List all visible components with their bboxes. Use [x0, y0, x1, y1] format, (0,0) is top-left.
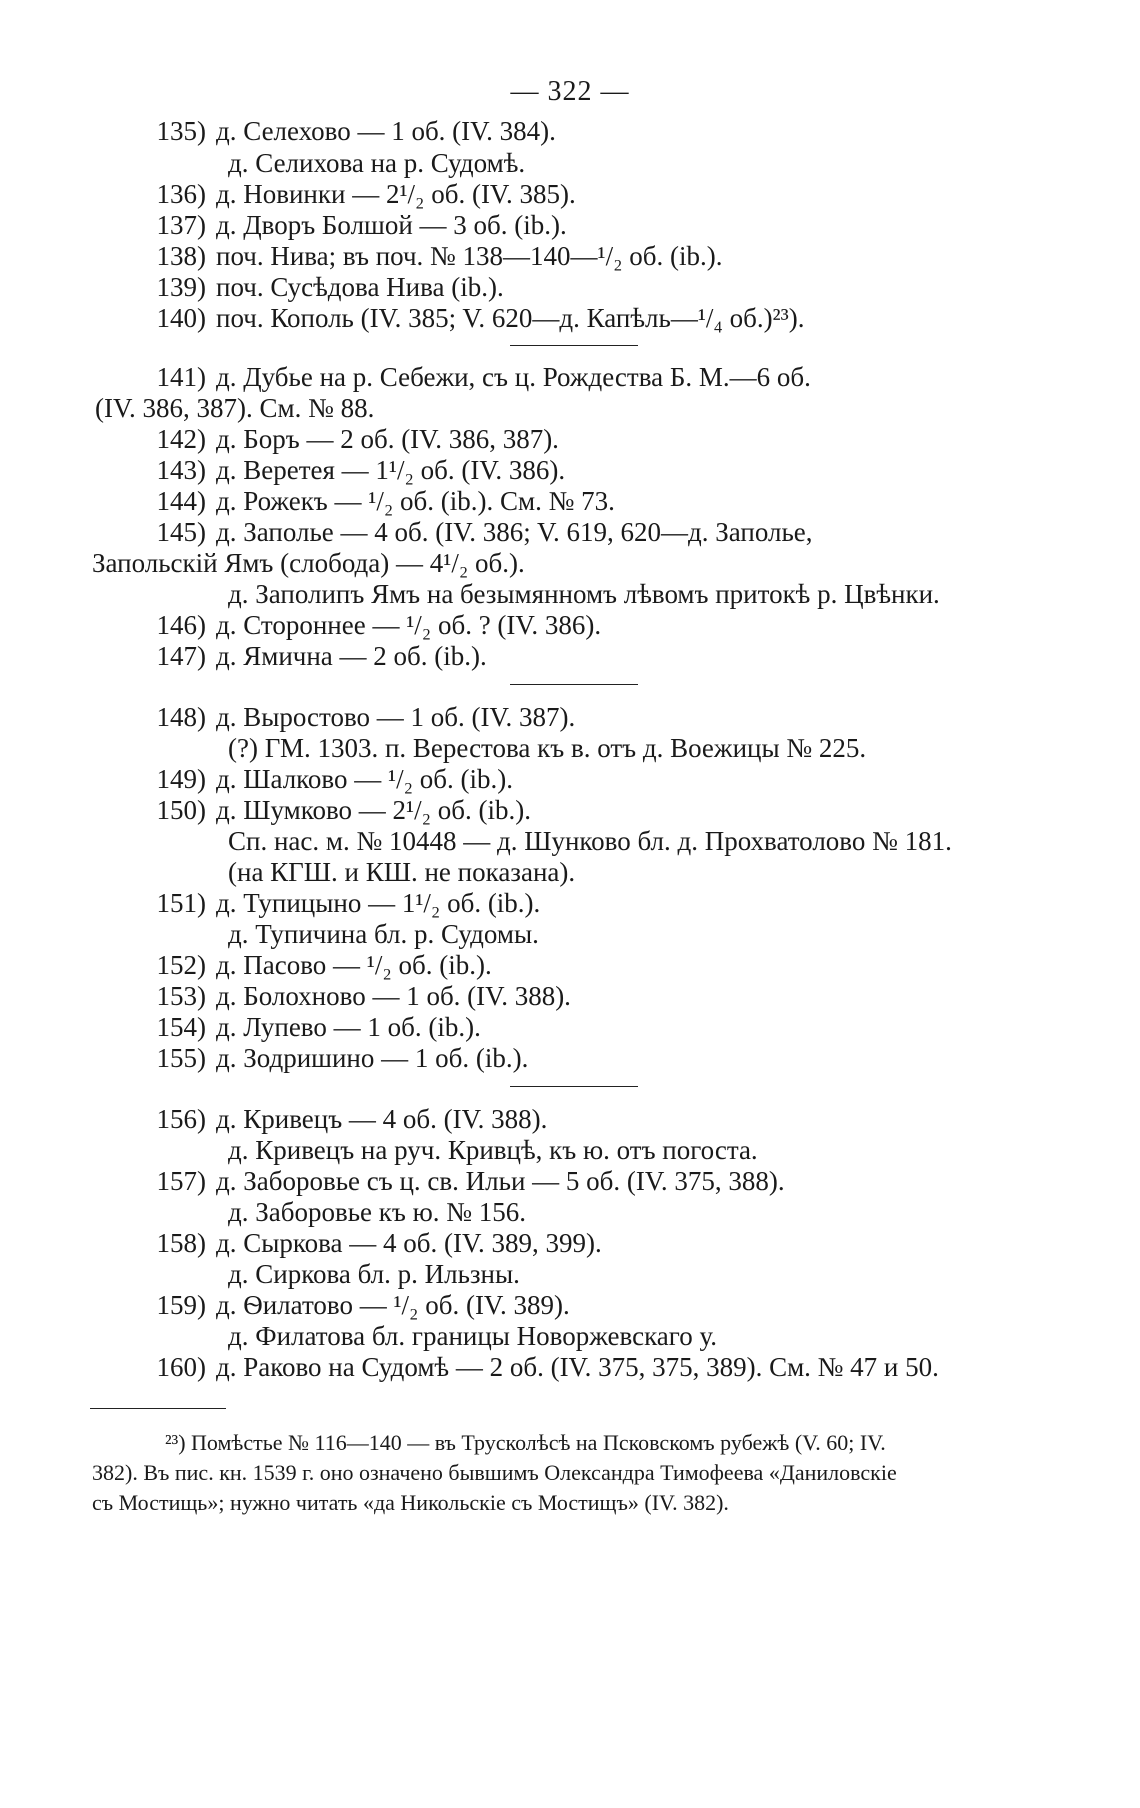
entry-text: д. Сиркова бл. р. Ильзны.: [228, 1259, 520, 1289]
entry-text: д. Шумково — 2¹/₂ об. (ib.).: [216, 795, 531, 825]
entry-text: д. Тупичина бл. р. Судомы.: [228, 919, 539, 949]
entry-text: д. Болохново — 1 об. (IV. 388).: [216, 981, 571, 1011]
entry-number: 139): [156, 272, 206, 302]
entry-number: 157): [156, 1166, 206, 1196]
entry-number: 160): [156, 1352, 206, 1382]
entry-text: поч. Сусѣдова Нива (ib.).: [216, 272, 504, 302]
entry-line: [138, 422, 559, 456]
entry-text: д. Ямична — 2 об. (ib.).: [216, 641, 487, 671]
entry-text: д. Заполипъ Ямъ на безымянномъ лѣвомъ притокѣ р. Цвѣнки.: [228, 579, 940, 609]
entry-line: [138, 270, 504, 304]
entry-text: д. Заполье — 4 об. (IV. 386; V. 619, 620—д. Заполье,: [216, 517, 813, 547]
entry-line: [138, 948, 492, 982]
entry-text: д. Кривецъ на руч. Кривцѣ, къ ю. отъ погоста.: [228, 1135, 758, 1165]
entry-line: [138, 114, 556, 148]
entry-text: Запольскій Ямъ (слобода) — 4¹/₂ об.).: [92, 548, 525, 578]
entry-number: 153): [156, 981, 206, 1011]
entry-number: 136): [156, 179, 206, 209]
entry-line: [138, 515, 813, 549]
entry-text: д. Тупицыно — 1¹/₂ об. (ib.).: [216, 888, 541, 918]
page-number: — 322 —: [510, 76, 630, 107]
entry-text: д. Стороннее — ¹/₂ об. ? (IV. 386).: [216, 610, 602, 640]
entry-number: 144): [156, 486, 206, 516]
entry-line: [138, 1102, 547, 1136]
entry-number: 154): [156, 1012, 206, 1042]
entry-line: [228, 855, 575, 889]
entry-line: [228, 1319, 717, 1353]
entry-text: д. Зодришино — 1 об. (ib.).: [216, 1043, 529, 1073]
entry-line: [228, 824, 952, 858]
entry-number: 148): [156, 702, 206, 732]
entry-line: [138, 1010, 481, 1044]
entry-text: д. Кривецъ — 4 об. (IV. 388).: [216, 1104, 548, 1134]
entry-text: (?) ГМ. 1303. п. Верестова къ в. отъ д. Воежицы № 225.: [228, 733, 867, 763]
entry-text: д. Новинки — 2¹/₂ об. (IV. 385).: [216, 179, 576, 209]
entry-text: д. Боръ — 2 об. (IV. 386, 387).: [216, 424, 559, 454]
entry-number: 152): [156, 950, 206, 980]
entry-line: [228, 1257, 520, 1291]
footnote-line: съ Мостищь»; нужно читать «да Никольскіе съ Мостищъ» (IV. 382).: [92, 1490, 729, 1515]
section-divider: [510, 684, 638, 685]
entry-number: 149): [156, 764, 206, 794]
entry-line: [95, 391, 374, 425]
entry-line: [138, 700, 575, 734]
entry-line: [228, 731, 866, 765]
entry-line: [138, 360, 811, 394]
entry-text: д. Сыркова — 4 об. (IV. 389, 399).: [216, 1228, 602, 1258]
entry-text: (IV. 386, 387). См. № 88.: [95, 393, 375, 423]
entry-line: [228, 146, 525, 180]
entry-text: д. Пасово — ¹/₂ об. (ib.).: [216, 950, 492, 980]
entry-line: [138, 208, 567, 242]
entry-text: д. Выростово — 1 об. (IV. 387).: [216, 702, 576, 732]
entry-line: [138, 453, 565, 487]
entry-line: [138, 1226, 602, 1260]
entry-number: 142): [156, 424, 206, 454]
entry-text: Сп. нас. м. № 10448 — д. Шунково бл. д. Прохватолово № 181.: [228, 826, 952, 856]
footnote-separator: [90, 1408, 226, 1409]
section-divider: [510, 345, 638, 346]
entry-text: д. Дубье на р. Себежи, съ ц. Рождества Б. М.—6 об.: [216, 362, 811, 392]
entry-text: поч. Кополь (IV. 385; V. 620—д. Капѣль—¹/₄ об.)²³).: [216, 303, 805, 333]
entry-text: поч. Нива; въ поч. № 138—140—¹/₂ об. (ib.).: [216, 241, 723, 271]
entry-number: 156): [156, 1104, 206, 1134]
section-divider: [510, 1086, 638, 1087]
entry-text: д. Селехово — 1 об. (IV. 384).: [216, 116, 556, 146]
entry-number: 147): [156, 641, 206, 671]
entry-text: д. Заборовье къ ю. № 156.: [228, 1197, 527, 1227]
entry-text: д. Ѳилатово — ¹/₂ об. (IV. 389).: [216, 1290, 570, 1320]
entry-line: [138, 239, 723, 273]
entry-number: 150): [156, 795, 206, 825]
footnote-line: ²³) Помѣстье № 116—140 — въ Трусколѣсѣ на Псковскомъ рубежѣ (V. 60; IV.: [165, 1430, 886, 1455]
entry-line: [138, 762, 513, 796]
entry-number: 151): [156, 888, 206, 918]
entry-number: 143): [156, 455, 206, 485]
entry-line: [228, 577, 940, 611]
entry-line: [138, 1288, 570, 1322]
entry-line: [92, 546, 525, 580]
entry-line: [228, 1195, 526, 1229]
entry-number: 145): [156, 517, 206, 547]
entry-text: д. Селихова на р. Судомѣ.: [228, 148, 526, 178]
entry-line: [138, 608, 601, 642]
entry-line: [138, 177, 576, 211]
entry-text: д. Шалково — ¹/₂ об. (ib.).: [216, 764, 513, 794]
entry-line: [138, 301, 805, 335]
entry-line: [138, 793, 531, 827]
entry-text: д. Филатова бл. границы Новоржевскаго у.: [228, 1321, 717, 1351]
entry-text: д. Веретея — 1¹/₂ об. (IV. 386).: [216, 455, 566, 485]
entry-text: д. Лупево — 1 об. (ib.).: [216, 1012, 481, 1042]
entry-line: [138, 1041, 528, 1075]
entry-line: [228, 1133, 758, 1167]
entry-line: [138, 1164, 785, 1198]
entry-number: 138): [156, 241, 206, 271]
entry-number: 155): [156, 1043, 206, 1073]
entry-number: 135): [156, 116, 206, 146]
entry-number: 137): [156, 210, 206, 240]
entry-text: (на КГШ. и КШ. не показана).: [228, 857, 576, 887]
entry-number: 140): [156, 303, 206, 333]
entry-line: [228, 917, 539, 951]
entry-line: [138, 886, 540, 920]
entry-number: 159): [156, 1290, 206, 1320]
entry-number: 141): [156, 362, 206, 392]
entry-number: 146): [156, 610, 206, 640]
entry-text: д. Рожекъ — ¹/₂ об. (ib.). См. № 73.: [216, 486, 615, 516]
footnote-line: 382). Въ пис. кн. 1539 г. оно означено бывшимъ Олександра Тимофеева «Даниловскіе: [92, 1460, 897, 1485]
entry-text: д. Заборовье съ ц. св. Ильи — 5 об. (IV. 375, 388).: [216, 1166, 785, 1196]
entry-text: д. Дворъ Болшой — 3 об. (ib.).: [216, 210, 567, 240]
entry-text: д. Раково на Судомѣ — 2 об. (IV. 375, 375, 389). См. № 47 и 50.: [216, 1352, 939, 1382]
entry-line: [138, 1350, 939, 1384]
entry-line: [138, 639, 487, 673]
entry-number: 158): [156, 1228, 206, 1258]
entry-line: [138, 484, 615, 518]
entry-line: [138, 979, 571, 1013]
